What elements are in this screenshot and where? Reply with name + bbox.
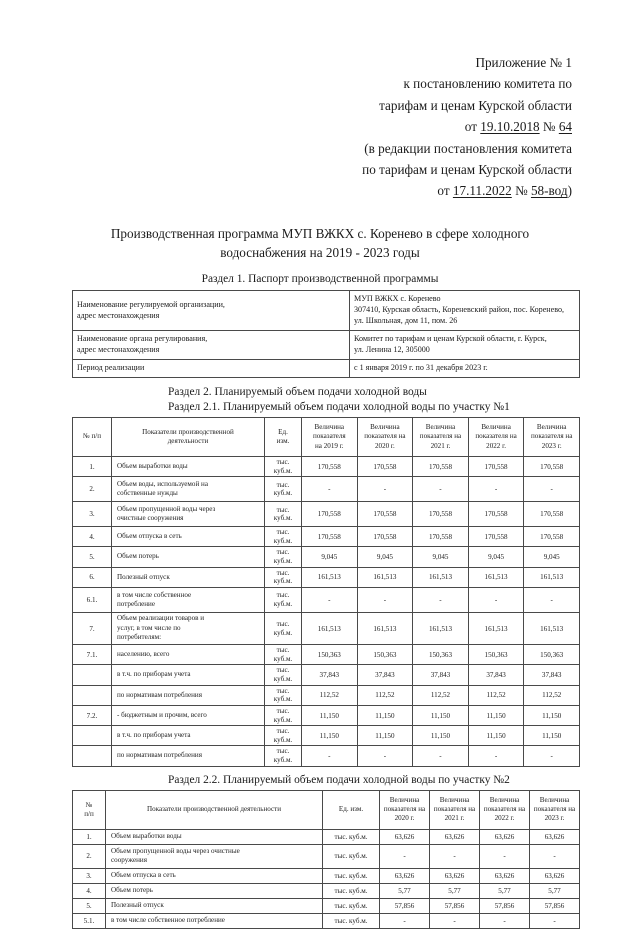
row-value: - xyxy=(357,746,413,766)
row-indicator: в том числе собственное потребление xyxy=(112,588,265,613)
volume-table-section-22 xyxy=(72,790,580,929)
row-number: 7.2. xyxy=(73,705,112,725)
document-header xyxy=(0,52,640,202)
row-value: 170,558 xyxy=(302,456,358,476)
table-header-row xyxy=(73,417,580,456)
row-unit: тыс. куб.м. xyxy=(265,567,302,587)
table-row xyxy=(73,844,580,868)
row-value: 112,52 xyxy=(413,685,469,705)
table-row xyxy=(73,665,580,685)
row-value: 161,513 xyxy=(524,567,580,587)
row-value: 170,558 xyxy=(413,527,469,547)
header-number-2: 58-вод xyxy=(530,183,568,199)
header-line-appendix: Приложение № 1 xyxy=(475,55,572,70)
row-unit: тыс. куб.м. xyxy=(323,913,380,928)
row-value: - xyxy=(302,588,358,613)
row-indicator: населению, всего xyxy=(112,645,265,665)
row-indicator: Полезный отпуск xyxy=(106,898,323,913)
row-value: 161,513 xyxy=(468,613,524,645)
row-indicator: Объем воды, используемой на собственные нужды xyxy=(112,477,265,502)
row-value: 11,150 xyxy=(302,726,358,746)
row-value: 57,856 xyxy=(480,898,530,913)
row-value: 112,52 xyxy=(302,685,358,705)
row-number: 3. xyxy=(73,502,112,527)
row-value: 63,626 xyxy=(530,829,580,844)
page-title-line-2: водоснабжения на 2019 - 2023 годы xyxy=(220,245,420,261)
row-value: - xyxy=(302,477,358,502)
row-number: 5. xyxy=(73,547,112,567)
row-value: - xyxy=(468,746,524,766)
row-value: 9,045 xyxy=(413,547,469,567)
table-row xyxy=(73,547,580,567)
section-2-2-caption: Раздел 2.2. Планируемый объем подачи холодной воды по участку №2 xyxy=(168,773,510,786)
header-line-date-number-1 xyxy=(0,116,572,137)
row-value: 170,558 xyxy=(413,502,469,527)
row-unit: тыс. куб.м. xyxy=(323,868,380,883)
table-row xyxy=(73,645,580,665)
row-indicator: в т.ч. по приборам учета xyxy=(112,665,265,685)
row-value: - xyxy=(380,913,430,928)
row-indicator: Объем отпуска в сеть xyxy=(112,527,265,547)
row-value: 11,150 xyxy=(524,705,580,725)
table-header-row xyxy=(73,790,580,829)
row-value: 170,558 xyxy=(468,502,524,527)
row-unit: тыс. куб.м. xyxy=(265,705,302,725)
column-header-unit: Ед. изм. xyxy=(265,417,302,456)
row-value: 63,626 xyxy=(480,829,530,844)
row-value: - xyxy=(480,844,530,868)
row-value: - xyxy=(468,588,524,613)
column-header-number: № п/п xyxy=(73,417,112,456)
row-unit: тыс. куб.м. xyxy=(265,665,302,685)
table-row xyxy=(73,456,580,476)
row-number xyxy=(73,665,112,685)
row-indicator: в том числе собственное потребление xyxy=(106,913,323,928)
row-value: 161,513 xyxy=(357,567,413,587)
header-date-2: 17.11.2022 xyxy=(452,183,512,199)
row-value: 112,52 xyxy=(524,685,580,705)
header-date-prefix-2: от xyxy=(437,183,453,199)
row-number: 7.1. xyxy=(73,645,112,665)
row-indicator: Объем отпуска в сеть xyxy=(106,868,323,883)
row-value: - xyxy=(530,913,580,928)
row-value: 11,150 xyxy=(357,705,413,725)
header-line-revision: (в редакции постановления комитета xyxy=(364,140,572,156)
row-value: 11,150 xyxy=(413,705,469,725)
row-value: 63,626 xyxy=(480,868,530,883)
row-number xyxy=(73,685,112,705)
row-value: 57,856 xyxy=(380,898,430,913)
row-value: 161,513 xyxy=(302,567,358,587)
volume-table-22-body xyxy=(73,790,580,928)
row-number: 6.1. xyxy=(73,588,112,613)
header-num-sep-1: № xyxy=(539,119,559,135)
row-unit: тыс. куб.м. xyxy=(265,527,302,547)
header-line-committee: тарифам и ценам Курской области xyxy=(379,97,572,113)
row-value: 170,558 xyxy=(468,527,524,547)
row-number xyxy=(73,746,112,766)
volume-table-21-body xyxy=(73,417,580,766)
row-indicator: в т.ч. по приборам учета xyxy=(112,726,265,746)
table-row xyxy=(73,527,580,547)
row-value: 63,626 xyxy=(530,868,580,883)
row-value: 9,045 xyxy=(524,547,580,567)
row-value: - xyxy=(357,477,413,502)
row-value: - xyxy=(524,588,580,613)
row-value: - xyxy=(413,588,469,613)
row-indicator: Объем потерь xyxy=(112,547,265,567)
row-number: 1. xyxy=(73,829,106,844)
column-header-year-2020: Величина показателя на 2020 г. xyxy=(357,417,413,456)
table-row xyxy=(73,726,580,746)
volume-table-section-21 xyxy=(72,417,580,767)
row-indicator: Объем пропущенной воды через очистные сооружения xyxy=(106,844,323,868)
row-unit: тыс. куб.м. xyxy=(265,547,302,567)
row-number: 1. xyxy=(73,456,112,476)
row-value: 5,77 xyxy=(530,883,580,898)
row-value: 170,558 xyxy=(413,456,469,476)
row-value: 57,856 xyxy=(430,898,480,913)
table-row xyxy=(73,588,580,613)
row-value: 161,513 xyxy=(413,613,469,645)
row-value: 11,150 xyxy=(524,726,580,746)
column-header-year-2022: Величина показателя на 2022 г. xyxy=(468,417,524,456)
header-date-1: 19.10.2018 xyxy=(480,119,540,135)
row-value: - xyxy=(430,844,480,868)
row-unit: тыс. куб.м. xyxy=(265,502,302,527)
table-row xyxy=(73,477,580,502)
table-row xyxy=(73,913,580,928)
column-header-year-2020: Величина показателя на 2020 г. xyxy=(380,790,430,829)
table-row xyxy=(73,746,580,766)
row-unit: тыс. куб.м. xyxy=(265,746,302,766)
row-value: - xyxy=(524,477,580,502)
row-value: - xyxy=(302,746,358,766)
row-unit: тыс. куб.м. xyxy=(265,645,302,665)
row-value: 112,52 xyxy=(357,685,413,705)
row-number: 5.1. xyxy=(73,913,106,928)
table-row xyxy=(73,359,580,377)
row-value: 170,558 xyxy=(524,527,580,547)
row-unit: тыс. куб.м. xyxy=(265,456,302,476)
row-number: 5. xyxy=(73,898,106,913)
row-value: 11,150 xyxy=(357,726,413,746)
row-indicator: Объем выработки воды xyxy=(112,456,265,476)
row-unit: тыс. куб.м. xyxy=(265,685,302,705)
row-value: 37,843 xyxy=(524,665,580,685)
row-value: 11,150 xyxy=(468,705,524,725)
row-value: 5,77 xyxy=(430,883,480,898)
row-value: 37,843 xyxy=(302,665,358,685)
table-row xyxy=(73,883,580,898)
column-header-year-2022: Величина показателя на 2022 г. xyxy=(480,790,530,829)
row-value: 11,150 xyxy=(302,705,358,725)
row-value: 170,558 xyxy=(468,456,524,476)
section-1-caption: Раздел 1. Паспорт производственной программы xyxy=(201,273,439,286)
row-value: 63,626 xyxy=(430,829,480,844)
row-value: - xyxy=(530,844,580,868)
row-indicator: Объем реализации товаров и услуг, в том числе по потребителям: xyxy=(112,613,265,645)
row-value: 170,558 xyxy=(357,527,413,547)
row-value: 37,843 xyxy=(357,665,413,685)
row-unit: тыс. куб.м. xyxy=(323,829,380,844)
row-value: 170,558 xyxy=(524,456,580,476)
passport-table-body xyxy=(73,291,580,378)
row-value: - xyxy=(380,844,430,868)
row-value: 170,558 xyxy=(357,502,413,527)
row-value: 150,363 xyxy=(524,645,580,665)
row-value: - xyxy=(413,477,469,502)
row-value: 63,626 xyxy=(430,868,480,883)
passport-table xyxy=(72,290,580,378)
row-value: 5,77 xyxy=(480,883,530,898)
column-header-number: № п/п xyxy=(73,790,106,829)
table-row xyxy=(73,868,580,883)
row-value: - xyxy=(480,913,530,928)
row-unit: тыс. куб.м. xyxy=(323,883,380,898)
page-title-line-1: Производственная программа МУП ВЖКХ с. Коренево в сфере холодного xyxy=(110,225,530,241)
table-row xyxy=(73,685,580,705)
row-value: 63,626 xyxy=(380,829,430,844)
row-value: 161,513 xyxy=(302,613,358,645)
header-line-committee-2: по тарифам и ценам Курской области xyxy=(362,161,572,177)
row-value: - xyxy=(468,477,524,502)
row-value: 9,045 xyxy=(302,547,358,567)
table-row xyxy=(73,502,580,527)
row-value: 150,363 xyxy=(413,645,469,665)
row-unit: тыс. куб.м. xyxy=(323,898,380,913)
row-value: 150,363 xyxy=(357,645,413,665)
table-row xyxy=(73,829,580,844)
column-header-unit: Ед. изм. xyxy=(323,790,380,829)
column-header-year-2023: Величина показателя на 2023 г. xyxy=(530,790,580,829)
row-indicator: Полезный отпуск xyxy=(112,567,265,587)
passport-value-regulator: Комитет по тарифам и ценам Курской области, г. Курск, ул. Ленина 12, 305000 xyxy=(350,331,580,360)
header-line-date-number-2 xyxy=(0,180,572,201)
row-value: 170,558 xyxy=(302,527,358,547)
column-header-year-2019: Величина показателя на 2019 г. xyxy=(302,417,358,456)
table-row xyxy=(73,613,580,645)
passport-value-period: с 1 января 2019 г. по 31 декабря 2023 г. xyxy=(350,359,580,377)
table-row xyxy=(73,705,580,725)
row-unit: тыс. куб.м. xyxy=(323,844,380,868)
row-value: 150,363 xyxy=(468,645,524,665)
table-row xyxy=(73,567,580,587)
row-value: 11,150 xyxy=(413,726,469,746)
row-indicator: Объем потерь xyxy=(106,883,323,898)
header-closing-paren: ) xyxy=(567,183,572,199)
row-number: 4. xyxy=(73,527,112,547)
row-value: 37,843 xyxy=(413,665,469,685)
row-number: 7. xyxy=(73,613,112,645)
row-value: 161,513 xyxy=(413,567,469,587)
row-unit: тыс. куб.м. xyxy=(265,588,302,613)
row-unit: тыс. куб.м. xyxy=(265,477,302,502)
row-value: - xyxy=(430,913,480,928)
section-2-caption: Раздел 2. Планируемый объем подачи холодной воды xyxy=(168,385,427,398)
row-value: - xyxy=(357,588,413,613)
row-indicator: по нормативам потребления xyxy=(112,685,265,705)
page-title xyxy=(0,224,640,264)
row-number xyxy=(73,726,112,746)
row-value: 57,856 xyxy=(530,898,580,913)
row-value: 37,843 xyxy=(468,665,524,685)
row-value: 11,150 xyxy=(468,726,524,746)
passport-label-period: Период реализации xyxy=(73,359,350,377)
row-indicator: - бюджетным и прочим, всего xyxy=(112,705,265,725)
row-value: 161,513 xyxy=(524,613,580,645)
row-value: 170,558 xyxy=(357,456,413,476)
header-number-1: 64 xyxy=(558,119,572,135)
row-value: 170,558 xyxy=(302,502,358,527)
table-row xyxy=(73,291,580,331)
row-value: 9,045 xyxy=(468,547,524,567)
row-value: 63,626 xyxy=(380,868,430,883)
row-indicator: Объем выработки воды xyxy=(106,829,323,844)
row-unit: тыс. куб.м. xyxy=(265,613,302,645)
column-header-year-2021: Величина показателя на 2021 г. xyxy=(413,417,469,456)
table-row xyxy=(73,898,580,913)
row-value: 161,513 xyxy=(357,613,413,645)
row-indicator: по нормативам потребления xyxy=(112,746,265,766)
section-2-1-caption: Раздел 2.1. Планируемый объем подачи холодной воды по участку №1 xyxy=(168,400,510,413)
row-value: 161,513 xyxy=(468,567,524,587)
row-indicator: Объем пропущенной воды через очистные сооружения xyxy=(112,502,265,527)
passport-label-regulator: Наименование органа регулирования, адрес местонахождения xyxy=(73,331,350,360)
column-header-indicator: Показатели производственной деятельности xyxy=(106,790,323,829)
row-value: 9,045 xyxy=(357,547,413,567)
row-unit: тыс. куб.м. xyxy=(265,726,302,746)
row-number: 4. xyxy=(73,883,106,898)
column-header-year-2021: Величина показателя на 2021 г. xyxy=(430,790,480,829)
row-value: 5,77 xyxy=(380,883,430,898)
row-number: 6. xyxy=(73,567,112,587)
row-value: 150,363 xyxy=(302,645,358,665)
table-row xyxy=(73,331,580,360)
header-date-prefix-1: от xyxy=(464,119,481,135)
row-value: - xyxy=(413,746,469,766)
column-header-indicator: Показатели производственной деятельности xyxy=(112,417,265,456)
header-num-sep-2: № xyxy=(511,183,531,199)
column-header-year-2023: Величина показателя на 2023 г. xyxy=(524,417,580,456)
header-line-resolution: к постановлению комитета по xyxy=(403,76,572,92)
row-value: 170,558 xyxy=(524,502,580,527)
row-number: 2. xyxy=(73,477,112,502)
row-value: - xyxy=(524,746,580,766)
row-value: 112,52 xyxy=(468,685,524,705)
row-number: 2. xyxy=(73,844,106,868)
passport-value-organization: МУП ВЖКХ с. Коренево 307410, Курская область, Кореневский район, пос. Коренево, ул. Школьная, дом 11, пом. 26 xyxy=(350,291,580,331)
passport-label-organization: Наименование регулируемой организации, адрес местонахождения xyxy=(73,291,350,331)
row-number: 3. xyxy=(73,868,106,883)
